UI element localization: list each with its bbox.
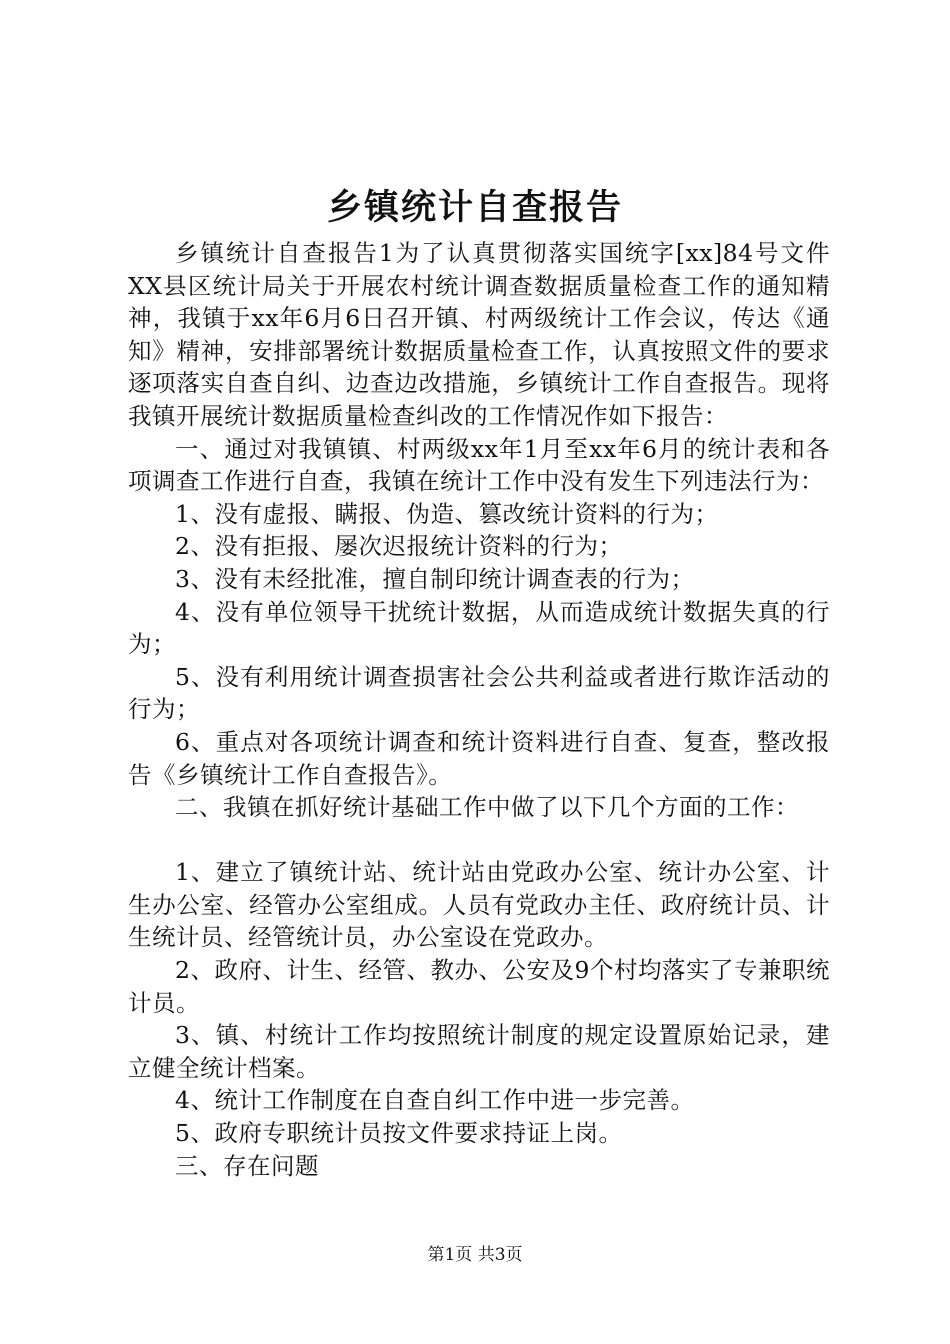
- paragraph-work-1: 1、建立了镇统计站、统计站由党政办公室、统计办公室、计生办公室、经管办公室组成。人员有党政办主任、政府统计员、计生统计员、经管统计员，办公室设在党政办。: [128, 858, 830, 952]
- paragraph-item-2: 2、没有拒报、屡次迟报统计资料的行为；: [175, 532, 623, 561]
- document-body: [128, 237, 830, 1182]
- paragraph-work-2: 2、政府、计生、经管、教办、公安及9个村均落实了专兼职统计员。: [128, 956, 830, 1017]
- paragraph-item-5: 5、没有利用统计调查损害社会公共利益或者进行欺诈活动的行为；: [128, 662, 830, 724]
- paragraph-section-3: 三、存在问题: [175, 1151, 319, 1180]
- document-title: 乡镇统计自查报告: [326, 188, 623, 228]
- paragraph-work-5: 5、政府专职统计员按文件要求持证上岗。: [175, 1119, 623, 1148]
- blank-line: [128, 824, 830, 857]
- page-footer: 第1页 共3页: [427, 1245, 523, 1265]
- paragraph-section-2: 二、我镇在抓好统计基础工作中做了以下几个方面的工作：: [175, 793, 799, 822]
- paragraph-item-4: 4、没有单位领导干扰统计数据，从而造成统计数据失真的行为；: [128, 597, 830, 659]
- paragraph-section-1: 一、通过对我镇镇、村两级xx年1月至xx年6月的统计表和各项调查工作进行自查，我镇在统计工作中没有发生下列违法行为：: [128, 434, 830, 496]
- paragraph-item-6: 6、重点对各项统计调查和统计资料进行自查、复查，整改报告《乡镇统计工作自查报告》。: [128, 727, 830, 789]
- paragraph-item-3: 3、没有未经批准，擅自制印统计调查表的行为；: [175, 564, 695, 593]
- paragraph-intro: 乡镇统计自查报告1为了认真贯彻落实国统字[xx]84号文件XX县区统计局关于开展农村统计调查数据质量检查工作的通知精神，我镇于xx年6月6日召开镇、村两级统计工作会议，传达《通知》精神，安排部署统计数据质量检查工作，认真按照文件的要求逐项落实自查自纠、边查边改措施，乡镇统计工作自查报告。现将我镇开展统计数据质量检查纠改的工作情况作如下报告：: [128, 239, 830, 430]
- paragraph-work-3: 3、镇、村统计工作均按照统计制度的规定设置原始记录，建立健全统计档案。: [128, 1021, 830, 1082]
- paragraph-work-4: 4、统计工作制度在自查自纠工作中进一步完善。: [175, 1086, 695, 1115]
- paragraph-item-1: 1、没有虚报、瞒报、伪造、篡改统计资料的行为；: [175, 499, 719, 528]
